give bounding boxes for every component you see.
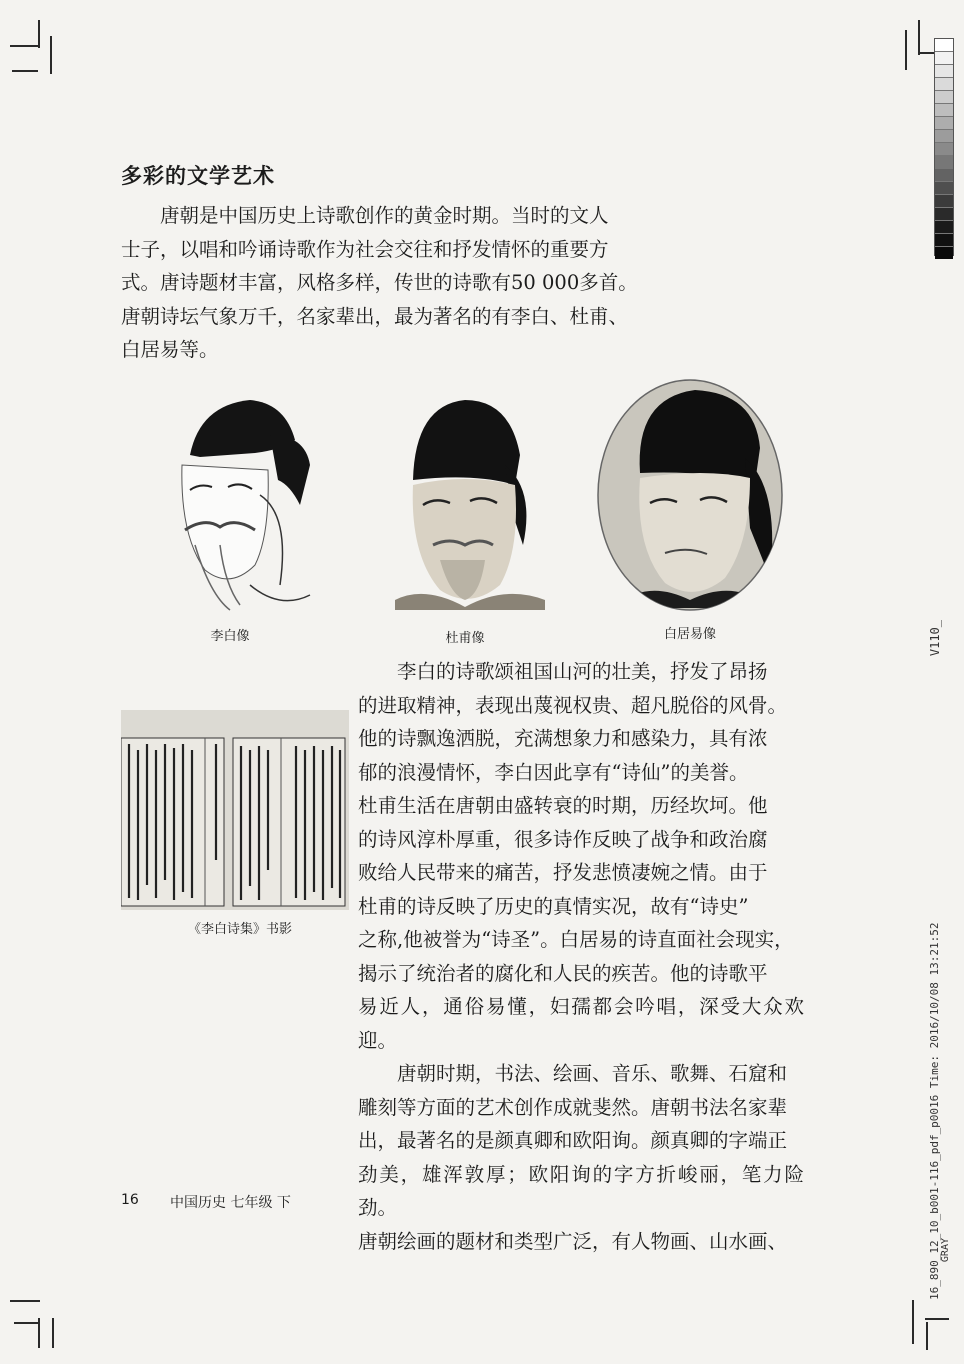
main-text-line: 雕刻等方面的艺术创作成就斐然。唐朝书法名家辈 [358,1095,788,1119]
gray-scale-strip [934,38,954,256]
intro-line: 白居易等。 [121,338,219,361]
main-text-line: 劲美，雄浑敦厚；欧阳询的字方折峻丽，笔力险劲。 [358,1162,804,1219]
intro-line: 唐朝是中国历史上诗歌创作的黄金时期。当时的文人 [160,204,609,227]
main-text-line: 易近人，通俗易懂，妇孺都会吟唱，深受大众欢迎。 [358,995,804,1052]
du-fu-caption: 杜甫像 [445,631,485,646]
margin-file-info: 16_890_12_10_b001-116_pdf_p0016 Time: 2016/10/08 13:21:52 [928,922,941,1300]
main-text-line: 揭示了统治者的腐化和人民的疾苦。他的诗歌平 [358,961,768,985]
intro-line: 唐朝诗坛气象万千，名家辈出，最为著名的有李白、杜甫、 [121,304,629,328]
crop-mark [10,1300,40,1302]
crop-mark [50,36,52,74]
intro-line: 士子，以唱和吟诵诗歌作为社会交往和抒发情怀的重要方 [121,237,609,261]
main-text-line: 唐朝时期，书法、绘画、音乐、歌舞、石窟和 [397,1062,788,1085]
main-text-line: 杜甫的诗反映了历史的真情实况，故有“诗史” [358,894,749,918]
crop-mark [12,70,38,72]
crop-mark [905,30,907,70]
crop-mark [14,1322,38,1324]
main-text-line: 李白的诗歌颂祖国山河的壮美，抒发了昂扬 [397,660,768,683]
main-text-line: 杜甫生活在唐朝由盛转衰的时期，历经坎坷。他 [358,794,768,817]
margin-gray-label: GRAY [940,1238,951,1263]
book-caption: 《李白诗集》书影 [187,922,292,937]
bai-juyi-caption: 白居易像 [663,627,716,642]
crop-mark [912,1300,914,1344]
li-bai-poetry-book-image [121,710,349,910]
main-text-line: 的诗风淳朴厚重，很多诗作反映了战争和政治腐 [358,827,768,851]
main-text [358,655,804,1258]
margin-code: V110_ [928,620,942,657]
main-text-line: 败给人民带来的痛苦，抒发悲愤凄婉之情。由于 [358,861,768,884]
crop-mark [52,1318,54,1348]
crop-mark [926,1322,928,1350]
crop-mark [10,45,40,47]
main-text-line: 的进取精神，表现出蔑视权贵、超凡脱俗的风骨。 [358,693,788,717]
crop-mark [38,20,40,48]
intro-paragraph [121,199,641,367]
book-title: 中国历史 七年级 下 [170,1195,291,1211]
main-text-line: 之称,他被誉为“诗圣”。白居易的诗直面社会现实， [358,928,794,951]
li-bai-caption: 李白像 [210,629,250,644]
main-text-line: 郁的浪漫情怀，李白因此享有“诗仙”的美誉。 [358,760,749,784]
li-bai-portrait [160,395,315,615]
section-title: 多彩的文学艺术 [121,164,275,188]
intro-line: 式。唐诗题材丰富，风格多样，传世的诗歌有50 000多首。 [121,271,638,294]
du-fu-portrait [395,395,545,610]
main-text-line: 出，最著名的是颜真卿和欧阳询。颜真卿的字端正 [358,1129,788,1152]
crop-mark [925,1318,949,1320]
crop-mark [918,20,920,55]
page-number: 16 [121,1192,139,1208]
main-text-line: 唐朝绘画的题材和类型广泛，有人物画、山水画、 [358,1229,788,1253]
bai-juyi-portrait [595,378,785,613]
main-text-line: 他的诗飘逸洒脱，充满想象力和感染力，具有浓 [358,727,768,750]
crop-mark [38,1318,40,1348]
